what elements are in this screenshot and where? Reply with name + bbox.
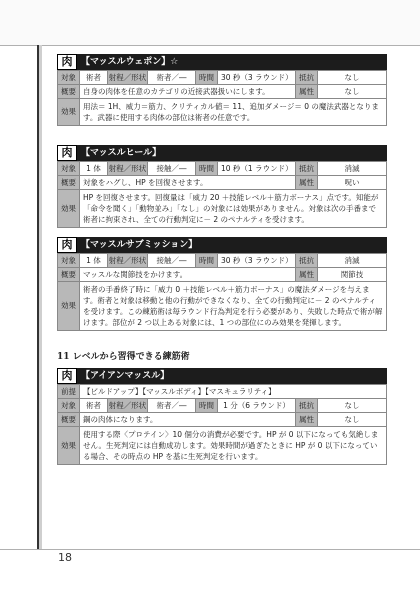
prereq-value: 【ビルドアップ】【マッスルボディ】【マスキュラリティ】 (80, 385, 387, 399)
attr-value: なし (318, 85, 387, 99)
skill-table (57, 70, 387, 126)
label-summary: 概要 (58, 85, 80, 99)
skill-header (57, 145, 387, 161)
label-range: 射程／形状 (108, 162, 148, 176)
attr-value: 関節技 (318, 268, 387, 282)
skill-name: 【マッスルサブミッション】 (77, 237, 387, 253)
time-value: 10 秒（1 ラウンド） (218, 162, 296, 176)
skill-table (57, 253, 387, 331)
skill-header (57, 237, 387, 253)
label-attr: 属性 (296, 413, 318, 427)
label-resist: 抵抗 (296, 399, 318, 413)
page-header-band (0, 0, 420, 45)
skill-category-mark: 肉 (57, 237, 77, 253)
skill-table (57, 384, 387, 465)
label-prereq: 前提 (58, 385, 80, 399)
time-value: 30 秒（3 ラウンド） (218, 254, 296, 268)
range-value: 接触／― (148, 254, 196, 268)
skill-name: 【アイアンマッスル】 (77, 368, 387, 384)
margin-shade (39, 45, 42, 550)
target-value: 1 体 (80, 254, 108, 268)
label-resist: 抵抗 (296, 254, 318, 268)
summary-value: マッスルな関節技をかけます。 (80, 268, 296, 282)
label-target: 対象 (58, 71, 80, 85)
resist-value: なし (318, 399, 387, 413)
target-value: 術者 (80, 71, 108, 85)
effect-value: 用法＝ 1H、威力＝筋力、クリティカル値＝ 11、追加ダメージ＝ 0 の魔法武器となります。武器に使用する肉体の部位は術者の任意です。 (80, 99, 387, 126)
label-effect: 効果 (58, 190, 80, 228)
label-effect: 効果 (58, 282, 80, 331)
label-range: 射程／形状 (108, 71, 148, 85)
skill-header (57, 368, 387, 384)
skill-table (57, 161, 387, 228)
label-resist: 抵抗 (296, 71, 318, 85)
summary-value: 鋼の肉体になります。 (80, 413, 296, 427)
skill-block-muscle-submission (57, 237, 387, 331)
label-summary: 概要 (58, 176, 80, 190)
footer-rule (0, 549, 420, 550)
label-range: 射程／形状 (108, 399, 148, 413)
label-effect: 効果 (58, 99, 80, 126)
summary-value: 自身の肉体を任意のカテゴリの近接武器扱いにします。 (80, 85, 296, 99)
skill-category-mark: 肉 (57, 54, 77, 70)
label-resist: 抵抗 (296, 162, 318, 176)
resist-value: 消滅 (318, 162, 387, 176)
skill-category-mark: 肉 (57, 368, 77, 384)
section-heading: 11 レベルから習得できる練筋術 (57, 352, 190, 362)
time-value: 30 秒（3 ラウンド） (218, 71, 296, 85)
skill-name: 【マッスルヒール】 (77, 145, 387, 161)
skill-block-muscle-heal (57, 145, 387, 228)
range-value: 術者／― (148, 71, 196, 85)
effect-value: 使用する際〈プロテイン〉10 個分の消費が必要です。HP が 0 以下になっても気絶しません。生死判定には自動成功します。効果時間が過ぎたときに HP が 0 以下になっている場合、その時点の HP を基に生死判定を行います。 (80, 427, 387, 465)
summary-value: 対象をハグし、HP を回復させます。 (80, 176, 296, 190)
label-attr: 属性 (296, 85, 318, 99)
range-value: 接触／― (148, 162, 196, 176)
skill-category-mark: 肉 (57, 145, 77, 161)
skill-block-iron-muscle (57, 368, 387, 465)
label-time: 時間 (196, 254, 218, 268)
header-rule (0, 45, 420, 46)
skill-name: 【マッスルウェポン】☆ (77, 54, 387, 70)
range-value: 術者／― (148, 399, 196, 413)
skill-header (57, 54, 387, 70)
effect-value: 術者の手番終了時に「威力 0 ＋技能レベル＋筋力ボーナス」の魔法ダメージを与えます。術者と対象は移動と他の行動ができなくなり、全ての行動判定に－ 2 のペナルティを受けます。この練筋術は毎ラウンド行為判定を行う必要があり、失敗した時点で術が解けます。部位が 2 つ以上ある対象には、1 つの部位にのみ効果を発揮します。 (80, 282, 387, 331)
label-range: 射程／形状 (108, 254, 148, 268)
label-summary: 概要 (58, 413, 80, 427)
label-target: 対象 (58, 162, 80, 176)
label-target: 対象 (58, 254, 80, 268)
label-time: 時間 (196, 162, 218, 176)
label-effect: 効果 (58, 427, 80, 465)
label-attr: 属性 (296, 268, 318, 282)
label-time: 時間 (196, 399, 218, 413)
target-value: 1 体 (80, 162, 108, 176)
page-number: 18 (58, 551, 72, 564)
resist-value: 消滅 (318, 254, 387, 268)
attr-value: なし (318, 413, 387, 427)
resist-value: なし (318, 71, 387, 85)
label-summary: 概要 (58, 268, 80, 282)
target-value: 術者 (80, 399, 108, 413)
label-target: 対象 (58, 399, 80, 413)
skill-block-muscle-weapon (57, 54, 387, 126)
label-attr: 属性 (296, 176, 318, 190)
label-time: 時間 (196, 71, 218, 85)
time-value: 1 分（6 ラウンド） (218, 399, 296, 413)
effect-value: HP を回復させます。回復量は「威力 20 ＋技能レベル＋筋力ボーナス」点です。知能が「命令を聞く」「動物並み」「なし」の対象には効果がありません。対象は次の手番まで術者に拘束され、全ての行動判定に－ 2 のペナルティを受けます。 (80, 190, 387, 228)
attr-value: 呪い (318, 176, 387, 190)
